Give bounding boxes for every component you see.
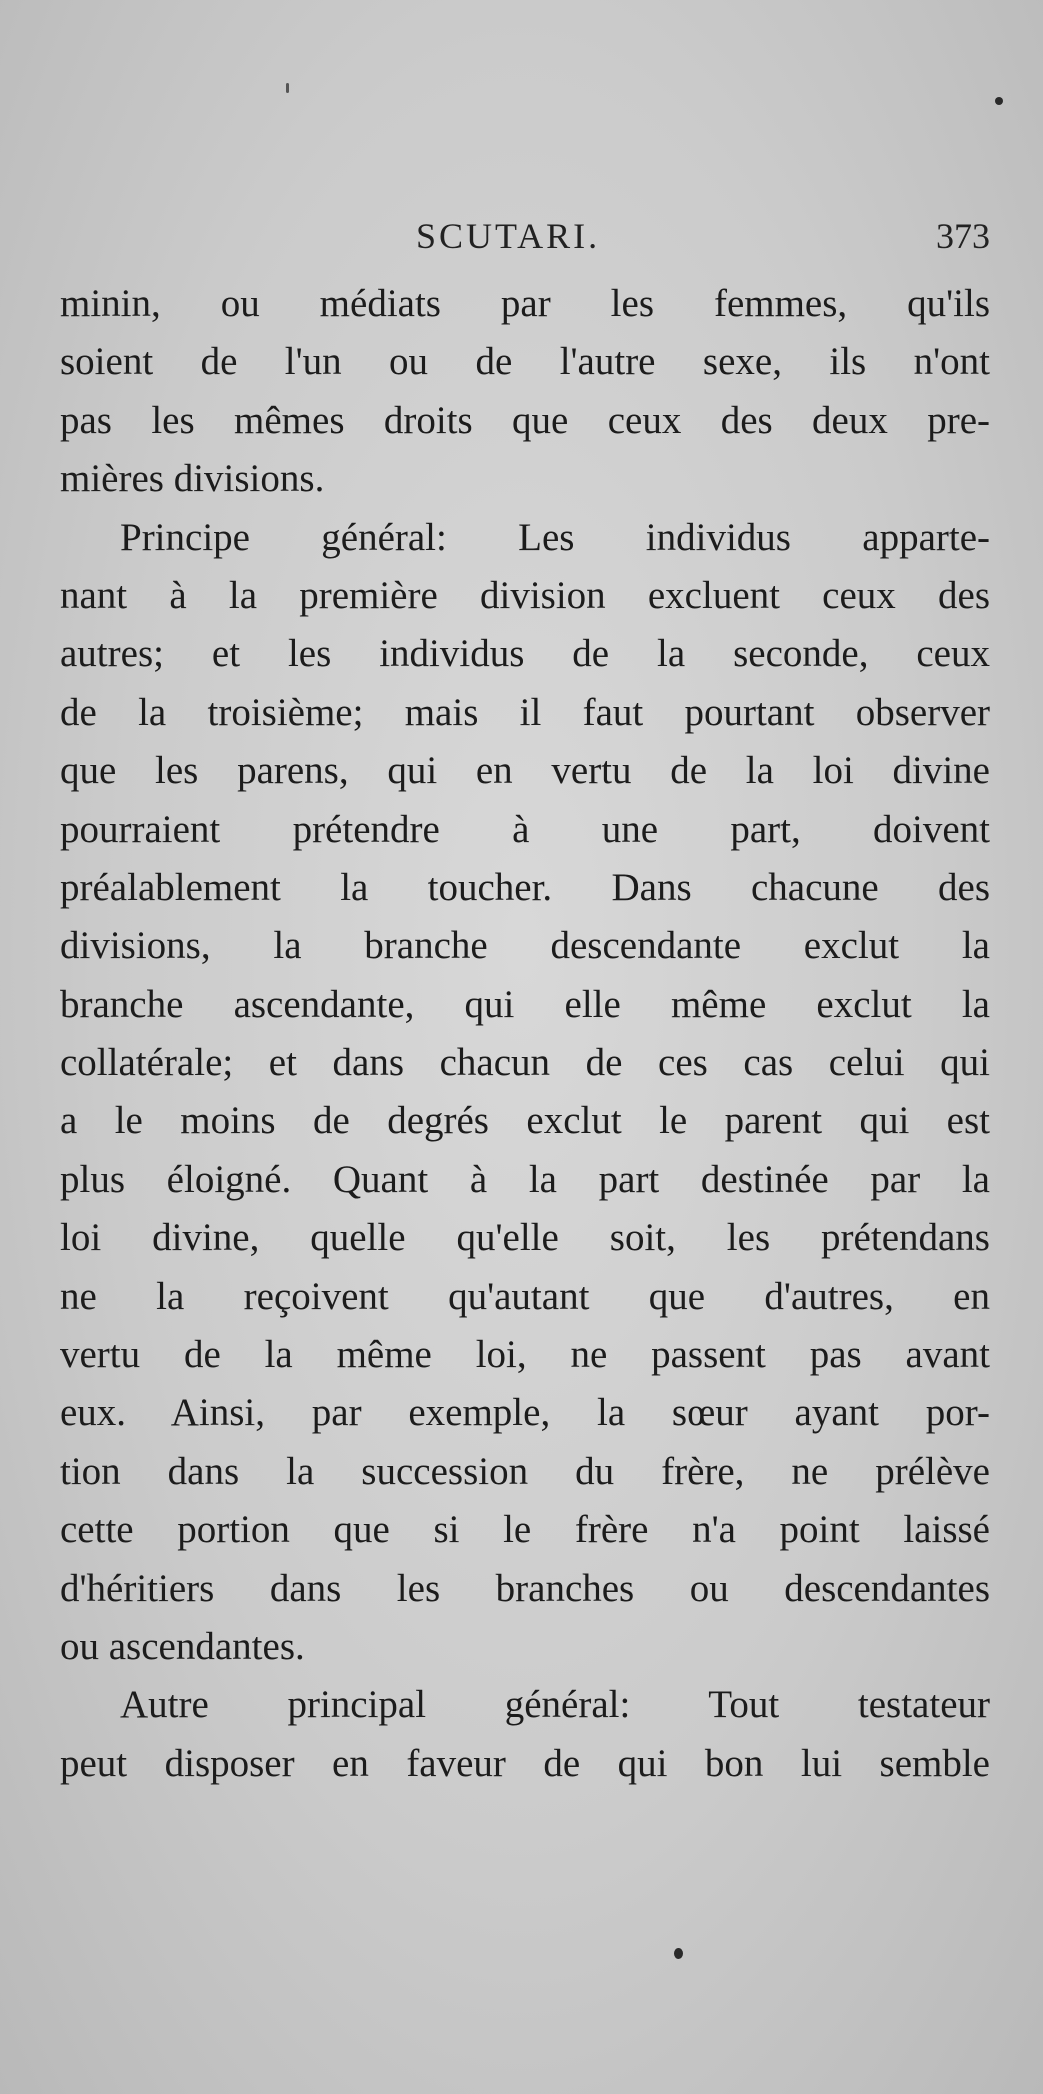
text-line: d'héritiers dans les branches ou descendantes <box>60 1566 990 1610</box>
text-line: branche ascendante, qui elle même exclut la <box>60 982 990 1026</box>
text-line: a le moins de degrés exclut le parent qui est <box>60 1099 990 1143</box>
text-line: préalablement la toucher. Dans chacune des <box>60 865 990 909</box>
text-line: minin, ou médiats par les femmes, qu'ils <box>60 282 990 325</box>
page-number: 373 <box>936 216 990 256</box>
ink-speck <box>995 97 1003 105</box>
text-line: autres; et les individus de la seconde, ceux <box>60 632 990 676</box>
text-line: de la troisième; mais il faut pourtant observer <box>60 690 990 734</box>
text-line: cette portion que si le frère n'a point laissé <box>60 1508 990 1552</box>
ink-speck <box>674 1948 683 1959</box>
text-line: ne la reçoivent qu'autant que d'autres, en <box>60 1274 990 1318</box>
paragraph-first-line: Principe général: Les individus apparte- <box>120 515 990 559</box>
text-line: loi divine, quelle qu'elle soit, les prétendans <box>60 1216 990 1260</box>
book-page <box>60 215 990 1793</box>
text-line: collatérale; et dans chacun de ces cas celui qui <box>60 1041 990 1085</box>
ink-speck <box>286 83 289 93</box>
text-line: eux. Ainsi, par exemple, la sœur ayant por- <box>60 1391 990 1435</box>
text-line: ou ascendantes. <box>60 1624 305 1668</box>
text-line: que les parens, qui en vertu de la loi divine <box>60 749 990 793</box>
running-head <box>60 215 990 275</box>
text-line: nant à la première division excluent ceux des <box>60 573 990 617</box>
running-title: SCUTARI. <box>416 216 601 256</box>
text-line: divisions, la branche descendante exclut la <box>60 924 990 968</box>
text-line: soient de l'un ou de l'autre sexe, ils n'ont <box>60 340 990 384</box>
text-line: tion dans la succession du frère, ne prélève <box>60 1449 990 1493</box>
text-line: pas les mêmes droits que ceux des deux pre- <box>60 398 990 442</box>
text-line: peut disposer en faveur de qui bon lui semble <box>60 1741 990 1785</box>
text-line: plus éloigné. Quant à la part destinée par la <box>60 1157 990 1201</box>
text-line: vertu de la même loi, ne passent pas avant <box>60 1333 990 1377</box>
body-text <box>60 275 990 1793</box>
text-line: pourraient prétendre à une part, doivent <box>60 807 990 851</box>
text-line: mières divisions. <box>60 457 325 501</box>
paragraph-first-line: Autre principal général: Tout testateur <box>120 1683 990 1727</box>
